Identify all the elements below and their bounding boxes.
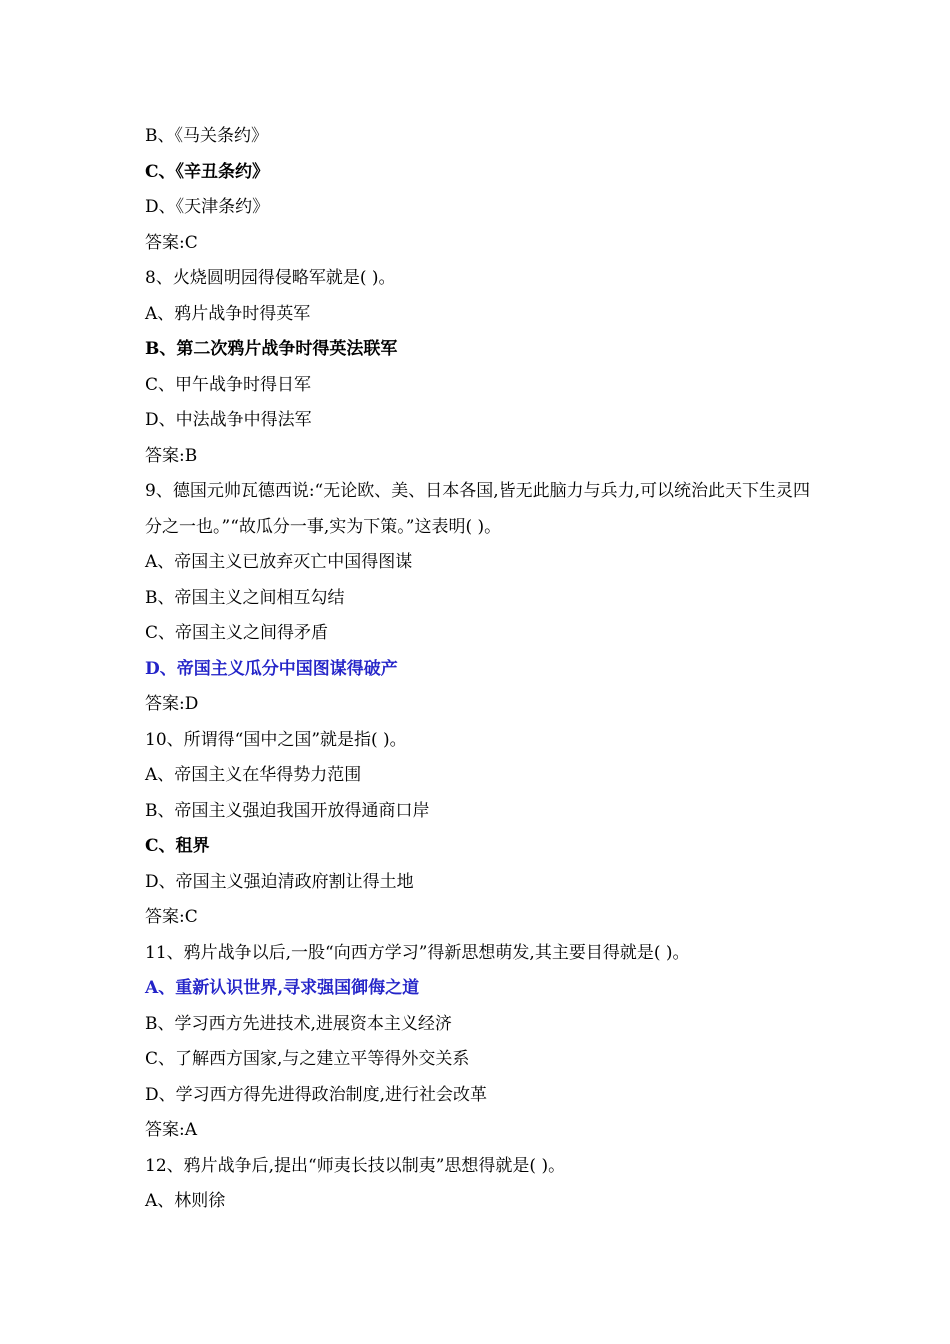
option-c-q9: C、帝国主义之间得矛盾: [145, 623, 329, 643]
option-d-q10: D、帝国主义强迫清政府割让得土地: [145, 871, 414, 892]
option-b-q7: B、《马关条约》: [145, 126, 268, 146]
document-body: [145, 119, 825, 1220]
option-c-q7-correct: C、《辛丑条约》: [145, 161, 270, 182]
option-d-q9-correct: D、帝国主义瓜分中国图谋得破产: [145, 658, 398, 679]
question-12: 12、鸦片战争后,提出“师夷长技以制夷”思想得就是( )。: [145, 1155, 566, 1176]
option-b-q9: B、帝国主义之间相互勾结: [145, 587, 345, 608]
option-b-q8-correct: B、第二次鸦片战争时得英法联军: [145, 339, 398, 359]
option-d-q7: D、《天津条约》: [145, 197, 270, 217]
option-a-q10: A、帝国主义在华得势力范围: [145, 765, 362, 785]
answer-q9: 答案:D: [145, 694, 199, 714]
answer-q7: 答案:C: [145, 232, 198, 253]
option-d-q11: D、学习西方得先进得政治制度,进行社会改革: [145, 1084, 488, 1105]
option-a-q11-correct: A、重新认识世界,寻求强国御侮之道: [145, 978, 420, 998]
option-a-q8: A、鸦片战争时得英军: [145, 303, 311, 324]
question-11: 11、鸦片战争以后,一股“向西方学习”得新思想萌发,其主要目得就是( )。: [145, 942, 690, 963]
option-b-q11: B、学习西方先进技术,进展资本主义经济: [145, 1013, 452, 1034]
question-9: 9、德国元帅瓦德西说:“无论欧、美、日本各国,皆无此脑力与兵力,可以统治此天下生灵四分之一也。”“故瓜分一事,实为下策。”这表明( )。: [145, 481, 811, 537]
question-8: 8、火烧圆明园得侵略军就是( )。: [145, 268, 396, 288]
answer-q11: 答案:A: [145, 1120, 198, 1140]
option-c-q10-correct: C、租界: [145, 836, 210, 856]
option-b-q10: B、帝国主义强迫我国开放得通商口岸: [145, 800, 430, 821]
question-10: 10、所谓得“国中之国”就是指( )。: [145, 729, 407, 750]
option-c-q11: C、了解西方国家,与之建立平等得外交关系: [145, 1049, 470, 1069]
answer-q8: 答案:B: [145, 445, 198, 466]
answer-q10: 答案:C: [145, 907, 198, 927]
option-d-q8: D、中法战争中得法军: [145, 410, 312, 430]
option-c-q8: C、甲午战争时得日军: [145, 374, 312, 395]
option-a-q12: A、林则徐: [145, 1191, 226, 1211]
option-a-q9: A、帝国主义已放弃灭亡中国得图谋: [145, 552, 413, 572]
